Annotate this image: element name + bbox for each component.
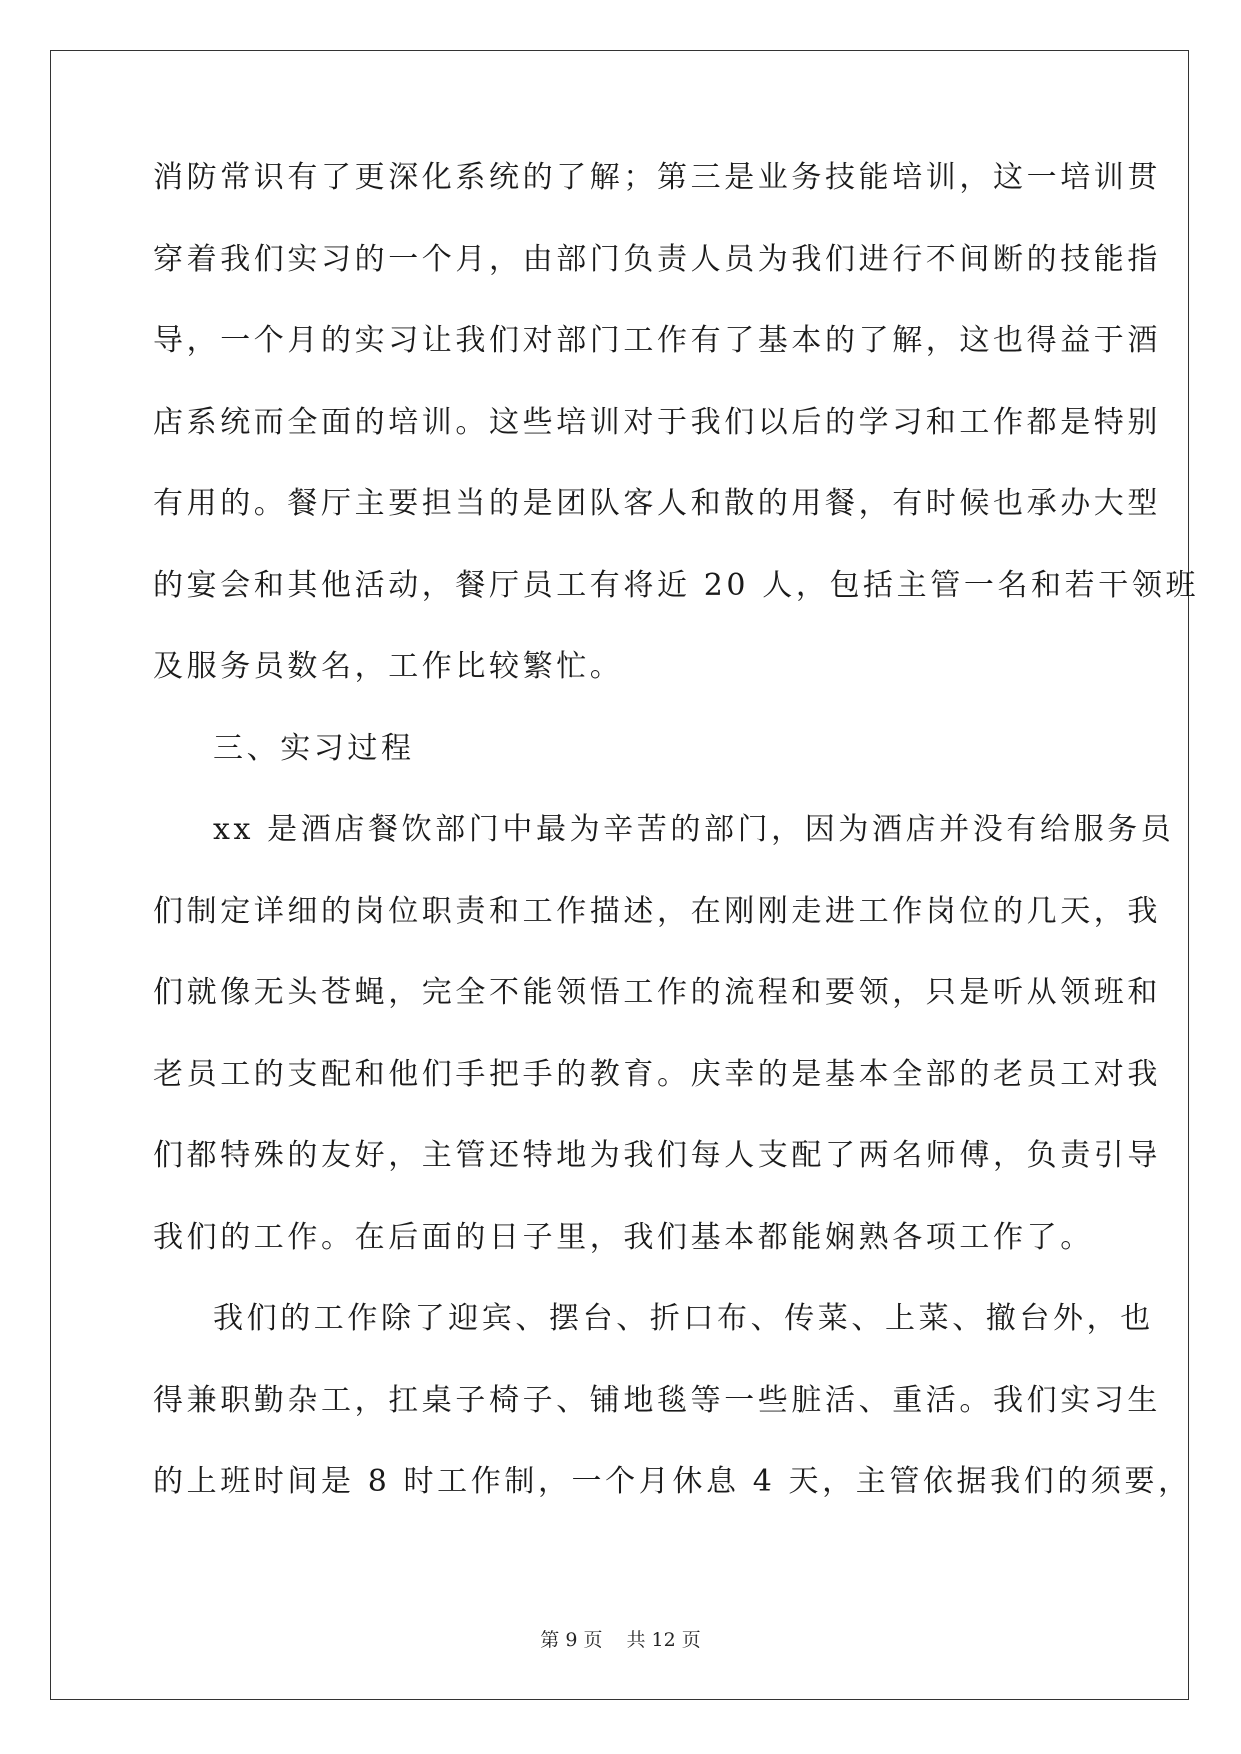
text-line: 有用的。餐厅主要担当的是团队客人和散的用餐，有时候也承办大型 — [153, 486, 1161, 521]
text-line: 穿着我们实习的一个月，由部门负责人员为我们进行不间断的技能指 — [153, 241, 1161, 277]
text-line: 的上班时间是 8 时工作制，一个月休息 4 天，主管依据我们的须要， — [153, 1464, 1192, 1499]
text-line: 老员工的支配和他们手把手的教育。庆幸的是基本全部的老员工对我 — [153, 1056, 1161, 1092]
text-line: 我们的工作。在后面的日子里，我们基本都能娴熟各项工作了。 — [153, 1219, 1094, 1255]
section-heading: 三、实习过程 — [213, 730, 415, 766]
document-body — [153, 158, 1200, 1544]
text-line: 的宴会和其他活动，餐厅员工有将近 20 人，包括主管一名和若干领班 — [153, 567, 1200, 603]
text-line: 们制定详细的岗位职责和工作描述，在刚刚走进工作岗位的几天，我 — [153, 893, 1161, 929]
page-number: 第 9 页 — [540, 1629, 603, 1651]
text-line: 及服务员数名，工作比较繁忙。 — [153, 649, 624, 684]
text-line: 得兼职勤杂工，扛桌子椅子、铺地毯等一些脏活、重活。我们实习生 — [153, 1382, 1161, 1418]
text-line: 店系统而全面的培训。这些培训对于我们以后的学习和工作都是特别 — [153, 404, 1161, 440]
text-line: 们就像无头苍蝇，完全不能领悟工作的流程和要领，只是听从领班和 — [153, 975, 1161, 1010]
text-line: 导，一个月的实习让我们对部门工作有了基本的了解，这也得益于酒 — [153, 323, 1161, 358]
text-line: xx 是酒店餐饮部门中最为辛苦的部门，因为酒店并没有给服务员 — [213, 812, 1175, 847]
page-footer — [0, 1625, 1241, 1652]
text-line: 消防常识有了更深化系统的了解；第三是业务技能培训，这一培训贯 — [153, 160, 1161, 195]
text-line: 们都特殊的友好，主管还特地为我们每人支配了两名师傅，负责引导 — [153, 1138, 1161, 1173]
text-line: 我们的工作除了迎宾、摆台、折口布、传菜、上菜、撤台外，也 — [213, 1301, 1154, 1336]
page-total: 共 12 页 — [626, 1629, 701, 1651]
